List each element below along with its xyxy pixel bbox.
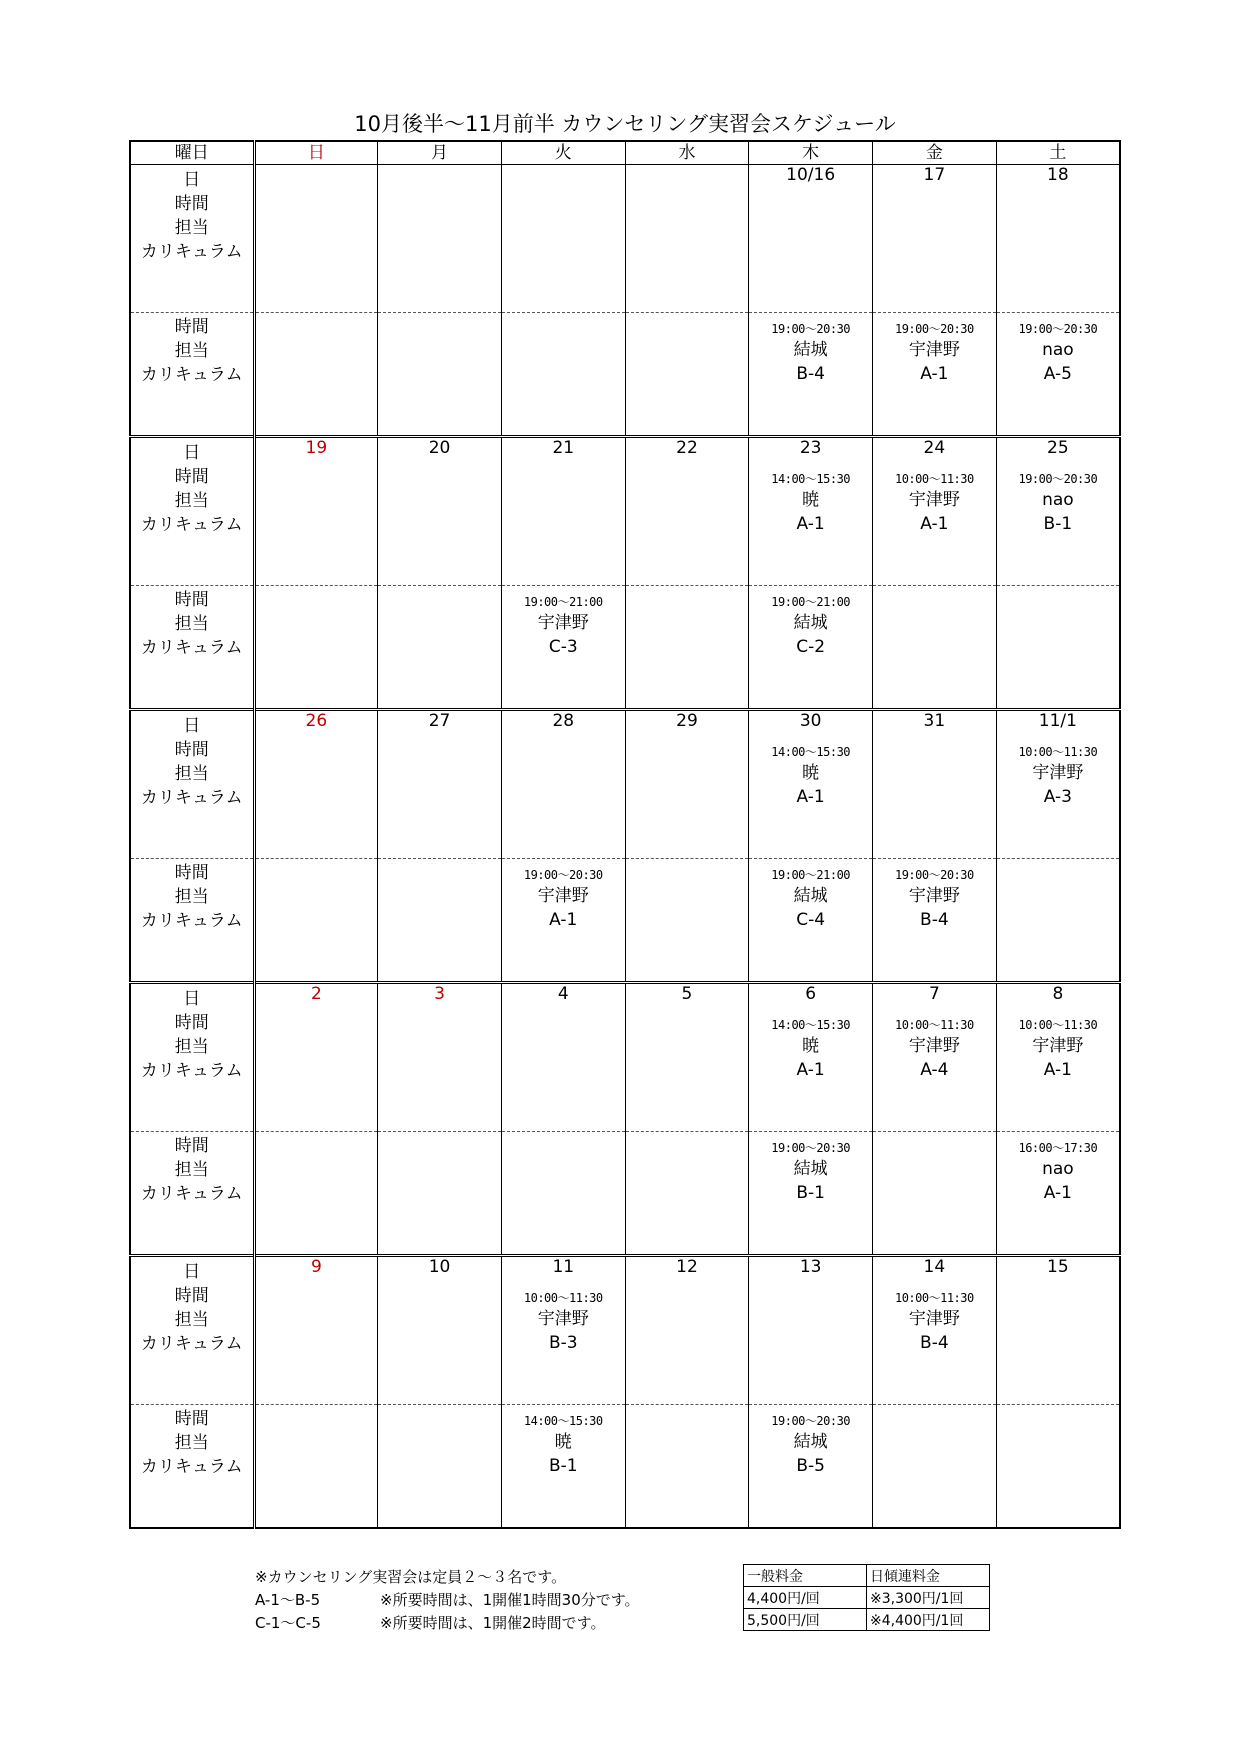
empty-cell: [625, 313, 749, 437]
date-row-label: 日: [130, 710, 254, 737]
date-cell: 30: [749, 710, 873, 737]
teacher-label: 担当: [174, 341, 209, 361]
empty-cell: [378, 859, 502, 983]
session-entry: [997, 1009, 1119, 1082]
fee-table: [743, 1564, 990, 1631]
session-teacher: 宇津野: [908, 1309, 960, 1329]
session-time: 14:00～15:30: [771, 472, 851, 486]
date-cell: 7: [873, 983, 997, 1010]
date-cell: 14: [873, 1256, 997, 1283]
empty-cell: [873, 190, 997, 313]
session-time: 14:00～15:30: [523, 1414, 603, 1428]
session-time: 10:00～11:30: [1018, 745, 1098, 759]
session-teacher: 暁: [802, 1036, 820, 1056]
slot-label: [131, 1405, 253, 1479]
empty-cell: [378, 1405, 502, 1529]
time-label: 時間: [174, 194, 209, 214]
session-entry: [873, 1009, 996, 1082]
session-cell: [501, 586, 625, 710]
slot-label: [131, 313, 253, 387]
slot-label: [131, 736, 253, 810]
time-slot-row: [130, 463, 1120, 586]
empty-cell: [996, 190, 1120, 313]
date-row: [130, 165, 1120, 191]
empty-cell: [873, 736, 997, 859]
session-entry: [873, 1282, 996, 1355]
date-cell: 29: [625, 710, 749, 737]
time-slot-row: [130, 1132, 1120, 1256]
date-row: [130, 1256, 1120, 1283]
empty-cell: [996, 859, 1120, 983]
session-time: 19:00～20:30: [771, 1414, 851, 1428]
slot-label-cell: [130, 1009, 254, 1132]
slot-label: [131, 463, 253, 537]
empty-cell: [625, 586, 749, 710]
session-cell: [749, 859, 873, 983]
session-curriculum: A-1: [796, 514, 825, 534]
session-cell: [996, 313, 1120, 437]
empty-cell: [254, 1009, 378, 1132]
session-cell: [996, 1132, 1120, 1256]
session-entry: [997, 463, 1119, 536]
weekday-wed: 水: [625, 141, 749, 165]
date-cell: 10/16: [749, 165, 873, 191]
date-row: [130, 983, 1120, 1010]
date-cell: 24: [873, 437, 997, 464]
curriculum-range: A-1～B-5: [255, 1591, 321, 1609]
session-curriculum: A-1: [920, 364, 949, 384]
session-entry: [873, 859, 996, 932]
session-curriculum: B-4: [796, 364, 825, 384]
session-teacher: nao: [1042, 1159, 1074, 1179]
empty-cell: [501, 736, 625, 859]
empty-cell: [254, 1405, 378, 1529]
time-label: 時間: [174, 863, 209, 883]
empty-cell: [625, 1009, 749, 1132]
time-slot-row: [130, 313, 1120, 437]
session-teacher: nao: [1042, 490, 1074, 510]
date-cell: [254, 165, 378, 191]
session-teacher: 宇津野: [537, 886, 589, 906]
empty-cell: [254, 736, 378, 859]
session-curriculum: A-4: [920, 1060, 949, 1080]
date-cell: 3: [378, 983, 502, 1010]
duration-note-c: [255, 1612, 735, 1635]
session-cell: [749, 463, 873, 586]
empty-cell: [625, 463, 749, 586]
session-entry: [997, 1132, 1119, 1205]
teacher-label: 担当: [174, 1310, 209, 1330]
date-cell: 11/1: [996, 710, 1120, 737]
time-label: 時間: [174, 317, 209, 337]
session-time: 19:00～20:30: [1018, 322, 1098, 336]
weekday-mon: 月: [378, 141, 502, 165]
empty-cell: [254, 1132, 378, 1256]
date-cell: 23: [749, 437, 873, 464]
slot-label-cell: [130, 1405, 254, 1529]
empty-cell: [996, 1405, 1120, 1529]
session-time: 19:00～20:30: [894, 868, 974, 882]
teacher-label: 担当: [174, 1433, 209, 1453]
fee-member: ※3,300円/1回: [867, 1587, 990, 1609]
time-label: 時間: [174, 1286, 209, 1306]
date-cell: 5: [625, 983, 749, 1010]
duration-text: ※所要時間は、1開催1時間30分です。: [380, 1591, 640, 1609]
session-entry: [502, 859, 625, 932]
date-cell: 20: [378, 437, 502, 464]
session-teacher: 宇津野: [1032, 1036, 1084, 1056]
session-cell: [501, 859, 625, 983]
fee-member: ※4,400円/1回: [867, 1609, 990, 1631]
empty-cell: [501, 190, 625, 313]
empty-cell: [378, 586, 502, 710]
session-curriculum: A-1: [1043, 1183, 1072, 1203]
session-time: 10:00～11:30: [894, 472, 974, 486]
date-cell: 17: [873, 165, 997, 191]
session-teacher: 暁: [802, 490, 820, 510]
date-cell: 19: [254, 437, 378, 464]
weekday-sat: 土: [996, 141, 1120, 165]
slot-label: [131, 1009, 253, 1083]
time-label: 時間: [174, 1136, 209, 1156]
session-time: 19:00～20:30: [771, 322, 851, 336]
session-teacher: 暁: [554, 1432, 572, 1452]
weekday-tue: 火: [501, 141, 625, 165]
session-cell: [873, 463, 997, 586]
time-slot-row: [130, 190, 1120, 313]
session-teacher: 宇津野: [908, 886, 960, 906]
teacher-label: 担当: [174, 764, 209, 784]
time-label: 時間: [174, 590, 209, 610]
session-entry: [749, 586, 872, 659]
session-entry: [873, 463, 996, 536]
empty-cell: [378, 463, 502, 586]
curriculum-label: カリキュラム: [140, 911, 243, 931]
weekday-thu: 木: [749, 141, 873, 165]
session-teacher: 宇津野: [537, 1309, 589, 1329]
session-entry: [749, 1132, 872, 1205]
teacher-label: 担当: [174, 1037, 209, 1057]
session-entry: [749, 313, 872, 386]
empty-cell: [625, 1282, 749, 1405]
teacher-label: 担当: [174, 887, 209, 907]
empty-cell: [873, 1405, 997, 1529]
session-cell: [749, 1009, 873, 1132]
slot-label: [131, 1282, 253, 1356]
slot-label: [131, 586, 253, 660]
session-cell: [996, 736, 1120, 859]
slot-label-cell: [130, 736, 254, 859]
session-entry: [997, 313, 1119, 386]
empty-cell: [873, 586, 997, 710]
empty-cell: [749, 1282, 873, 1405]
session-time: 19:00～20:30: [1018, 472, 1098, 486]
session-curriculum: A-1: [920, 514, 949, 534]
session-curriculum: B-4: [920, 910, 949, 930]
session-teacher: 宇津野: [908, 340, 960, 360]
session-curriculum: A-1: [549, 910, 578, 930]
date-row-label: 日: [130, 437, 254, 464]
date-cell: 22: [625, 437, 749, 464]
session-cell: [749, 1405, 873, 1529]
date-cell: 12: [625, 1256, 749, 1283]
time-label: 時間: [174, 1013, 209, 1033]
session-entry: [749, 859, 872, 932]
session-cell: [873, 1009, 997, 1132]
curriculum-label: カリキュラム: [140, 1184, 243, 1204]
date-row: [130, 437, 1120, 464]
empty-cell: [625, 859, 749, 983]
date-cell: 11: [501, 1256, 625, 1283]
session-teacher: 結城: [793, 886, 828, 906]
curriculum-label: カリキュラム: [140, 788, 243, 808]
curriculum-label: カリキュラム: [140, 365, 243, 385]
session-teacher: 結城: [793, 613, 828, 633]
slot-label-cell: [130, 1132, 254, 1256]
date-row-label: 日: [130, 983, 254, 1010]
time-slot-row: [130, 1405, 1120, 1529]
fee-general: 4,400円/回: [744, 1587, 867, 1609]
session-curriculum: C-2: [796, 637, 826, 657]
session-teacher: 結城: [793, 1159, 828, 1179]
empty-cell: [378, 1282, 502, 1405]
session-time: 19:00～20:30: [894, 322, 974, 336]
slot-label-cell: [130, 859, 254, 983]
empty-cell: [378, 736, 502, 859]
fee-header-member: 日傾連料金: [867, 1565, 990, 1587]
session-entry: [502, 1282, 625, 1355]
session-time: 16:00～17:30: [1018, 1141, 1098, 1155]
session-curriculum: C-3: [548, 637, 578, 657]
session-curriculum: B-5: [796, 1456, 825, 1476]
session-entry: [749, 736, 872, 809]
teacher-label: 担当: [174, 614, 209, 634]
session-curriculum: B-1: [548, 1456, 578, 1476]
curriculum-label: カリキュラム: [140, 515, 243, 535]
session-time: 14:00～15:30: [771, 1018, 851, 1032]
session-time: 19:00～21:00: [523, 595, 603, 609]
session-cell: [996, 1009, 1120, 1132]
schedule-table: [129, 140, 1121, 1529]
empty-cell: [625, 736, 749, 859]
fee-row: [744, 1609, 990, 1631]
session-cell: [501, 1405, 625, 1529]
time-slot-row: [130, 1009, 1120, 1132]
fee-general: 5,500円/回: [744, 1609, 867, 1631]
time-slot-row: [130, 1282, 1120, 1405]
session-cell: [501, 1282, 625, 1405]
date-cell: 15: [996, 1256, 1120, 1283]
empty-cell: [254, 859, 378, 983]
date-cell: 6: [749, 983, 873, 1010]
capacity-note: ※カウンセリング実習会は定員２～３名です。: [255, 1568, 567, 1586]
date-cell: 21: [501, 437, 625, 464]
session-curriculum: A-5: [1043, 364, 1072, 384]
time-slot-row: [130, 859, 1120, 983]
session-curriculum: B-1: [796, 1183, 825, 1203]
date-cell: 2: [254, 983, 378, 1010]
session-teacher: 結城: [793, 1432, 828, 1452]
fee-row: [744, 1587, 990, 1609]
curriculum-label: カリキュラム: [140, 1061, 243, 1081]
session-teacher: 宇津野: [908, 1036, 960, 1056]
date-cell: 25: [996, 437, 1120, 464]
teacher-label: 担当: [174, 1160, 209, 1180]
date-cell: [625, 165, 749, 191]
session-entry: [749, 1009, 872, 1082]
session-curriculum: A-1: [796, 1060, 825, 1080]
duration-text: ※所要時間は、1開催2時間です。: [380, 1614, 606, 1632]
session-time: 19:00～21:00: [771, 868, 851, 882]
session-cell: [873, 859, 997, 983]
date-row-label: 日: [130, 165, 254, 191]
empty-cell: [378, 313, 502, 437]
session-curriculum: A-1: [1043, 1060, 1072, 1080]
curriculum-label: カリキュラム: [140, 638, 243, 658]
session-curriculum: C-4: [796, 910, 826, 930]
date-cell: [378, 165, 502, 191]
session-curriculum: B-3: [548, 1333, 578, 1353]
session-time: 10:00～11:30: [1018, 1018, 1098, 1032]
empty-cell: [625, 1132, 749, 1256]
empty-cell: [749, 190, 873, 313]
weekday-sun: 日: [254, 141, 378, 165]
date-cell: 13: [749, 1256, 873, 1283]
slot-label-cell: [130, 463, 254, 586]
slot-label: [131, 859, 253, 933]
empty-cell: [501, 1132, 625, 1256]
slot-label-cell: [130, 1282, 254, 1405]
session-teacher: 宇津野: [537, 613, 589, 633]
curriculum-label: カリキュラム: [140, 1334, 243, 1354]
teacher-label: 担当: [174, 218, 209, 238]
session-cell: [749, 736, 873, 859]
date-cell: 18: [996, 165, 1120, 191]
time-label: 時間: [174, 1409, 209, 1429]
session-cell: [873, 1282, 997, 1405]
date-cell: 26: [254, 710, 378, 737]
session-time: 10:00～11:30: [523, 1291, 603, 1305]
session-curriculum: A-3: [1043, 787, 1072, 807]
session-entry: [997, 736, 1119, 809]
session-entry: [502, 586, 625, 659]
date-cell: 31: [873, 710, 997, 737]
time-slot-row: [130, 736, 1120, 859]
empty-cell: [254, 586, 378, 710]
session-time: 19:00～21:00: [771, 595, 851, 609]
date-cell: 4: [501, 983, 625, 1010]
time-label: 時間: [174, 740, 209, 760]
fee-header-row: [744, 1565, 990, 1587]
empty-cell: [254, 463, 378, 586]
curriculum-range: C-1～C-5: [255, 1614, 321, 1632]
session-curriculum: B-1: [1043, 514, 1073, 534]
empty-cell: [996, 586, 1120, 710]
date-cell: 8: [996, 983, 1120, 1010]
empty-cell: [378, 1132, 502, 1256]
empty-cell: [501, 1009, 625, 1132]
curriculum-label: カリキュラム: [140, 242, 243, 262]
session-curriculum: A-1: [796, 787, 825, 807]
footnotes: [255, 1566, 735, 1635]
session-cell: [749, 1132, 873, 1256]
session-cell: [873, 313, 997, 437]
empty-cell: [378, 1009, 502, 1132]
session-teacher: nao: [1042, 340, 1074, 360]
session-cell: [749, 586, 873, 710]
slot-label-cell: [130, 313, 254, 437]
session-time: 19:00～20:30: [523, 868, 603, 882]
session-teacher: 結城: [793, 340, 828, 360]
empty-cell: [254, 190, 378, 313]
weekday-header-label: 曜日: [130, 141, 254, 165]
curriculum-label: カリキュラム: [140, 1457, 243, 1477]
session-time: 19:00～20:30: [771, 1141, 851, 1155]
date-cell: 10: [378, 1256, 502, 1283]
date-row-label: 日: [130, 1256, 254, 1283]
session-curriculum: B-4: [920, 1333, 949, 1353]
date-cell: 28: [501, 710, 625, 737]
empty-cell: [873, 1132, 997, 1256]
slot-label: [131, 190, 253, 264]
session-time: 14:00～15:30: [771, 745, 851, 759]
session-teacher: 宇津野: [1032, 763, 1084, 783]
empty-cell: [378, 190, 502, 313]
empty-cell: [996, 1282, 1120, 1405]
session-entry: [749, 463, 872, 536]
session-entry: [873, 313, 996, 386]
slot-label-cell: [130, 190, 254, 313]
empty-cell: [625, 1405, 749, 1529]
session-cell: [749, 313, 873, 437]
empty-cell: [254, 313, 378, 437]
empty-cell: [625, 190, 749, 313]
session-teacher: 暁: [802, 763, 820, 783]
slot-label: [131, 1132, 253, 1206]
page-title: 10月後半～11月前半 カウンセリング実習会スケジュール: [354, 112, 896, 136]
date-cell: 27: [378, 710, 502, 737]
date-cell: 9: [254, 1256, 378, 1283]
date-cell: [501, 165, 625, 191]
duration-note-ab: [255, 1589, 735, 1612]
fee-header-general: 一般料金: [744, 1565, 867, 1587]
session-cell: [996, 463, 1120, 586]
session-time: 10:00～11:30: [894, 1018, 974, 1032]
weekday-header-row: [130, 141, 1120, 165]
date-row: [130, 710, 1120, 737]
teacher-label: 担当: [174, 491, 209, 511]
empty-cell: [501, 313, 625, 437]
session-entry: [502, 1405, 625, 1478]
session-time: 10:00～11:30: [894, 1291, 974, 1305]
session-teacher: 宇津野: [908, 490, 960, 510]
time-label: 時間: [174, 467, 209, 487]
empty-cell: [254, 1282, 378, 1405]
session-entry: [749, 1405, 872, 1478]
empty-cell: [501, 463, 625, 586]
time-slot-row: [130, 586, 1120, 710]
weekday-fri: 金: [873, 141, 997, 165]
slot-label-cell: [130, 586, 254, 710]
